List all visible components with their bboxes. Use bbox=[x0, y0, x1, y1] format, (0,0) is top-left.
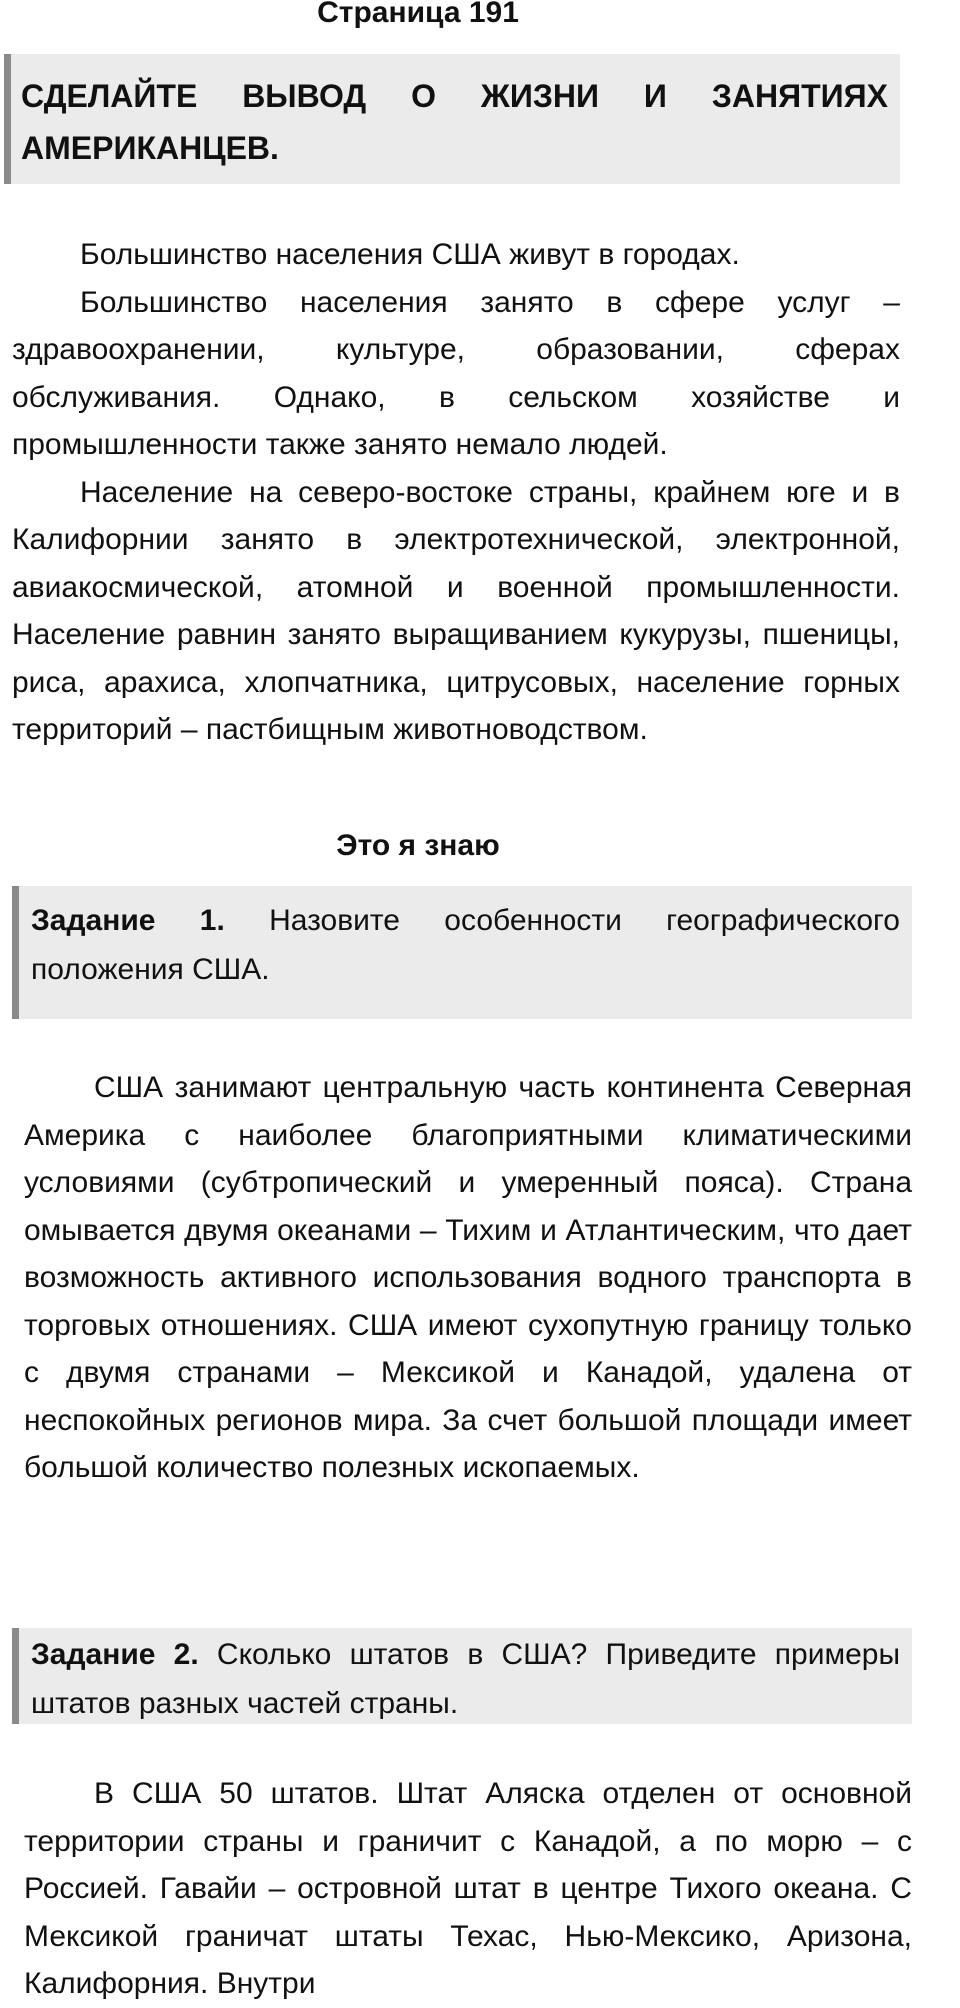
page-title: Страница 191 bbox=[317, 0, 519, 29]
task-1-question: Назовите особенности географического положения США. bbox=[31, 904, 900, 986]
task-2-box bbox=[12, 1628, 912, 1724]
conclusion-text bbox=[12, 231, 900, 754]
task-2-answer bbox=[24, 1770, 912, 2008]
task-1-box bbox=[12, 886, 912, 1019]
paragraph: В США 50 штатов. Штат Аляска отделен от основной территории страны и граничит с Канадой, а по морю – с Россией. Гавайи – островной штат в центре Тихого океана. С Мексикой граничат штаты Техас, Нью-Мексико, Аризона, Калифорния. Внутри bbox=[24, 1777, 912, 2000]
task-2-label: Задание 2. bbox=[31, 1638, 199, 1671]
paragraph: США занимают центральную часть континента Северная Америка с наиболее благоприятными климатическими условиями (субтропический и умеренный пояса). Страна омывается двумя океанами – Тихим и Атлантическим, что дает возможность активного использования водного транспорта в торговых отношениях. США имеют сухопутную границу только с двумя странами – Мексикой и Канадой, удалена от неспокойных регионов мира. За счет большой площади имеет большой количество полезных ископаемых. bbox=[24, 1071, 912, 1484]
paragraph: Большинство населения США живут в городах. bbox=[80, 238, 740, 271]
section-title: Это я знаю bbox=[336, 829, 500, 862]
paragraph: Большинство населения занято в сфере услуг – здравоохранении, культуре, образовании, сферах обслуживания. Однако, в сельском хозяйстве и промышленности также занято немало людей. bbox=[12, 285, 900, 461]
task-2-question: Сколько штатов в США? Приведите примеры штатов разных частей страны. bbox=[31, 1638, 901, 1720]
conclusion-heading: СДЕЛАЙТЕ ВЫВОД О ЖИЗНИ И ЗАНЯТИЯХ АМЕРИКАНЦЕВ. bbox=[21, 78, 888, 166]
task-1-label: Задание 1. bbox=[31, 904, 225, 937]
conclusion-heading-box bbox=[4, 54, 900, 184]
task-1-answer bbox=[24, 1064, 912, 1492]
paragraph: Население на северо-востоке страны, крайнем юге и в Калифорнии занято в электротехнической, электронной, авиакосмической, атомной и военной промышленности. Население равнин занято выращиванием кукурузы, пшеницы, риса, арахиса, хлопчатника, цитрусовых, население горных территорий – пастбищным животноводством. bbox=[12, 475, 900, 746]
